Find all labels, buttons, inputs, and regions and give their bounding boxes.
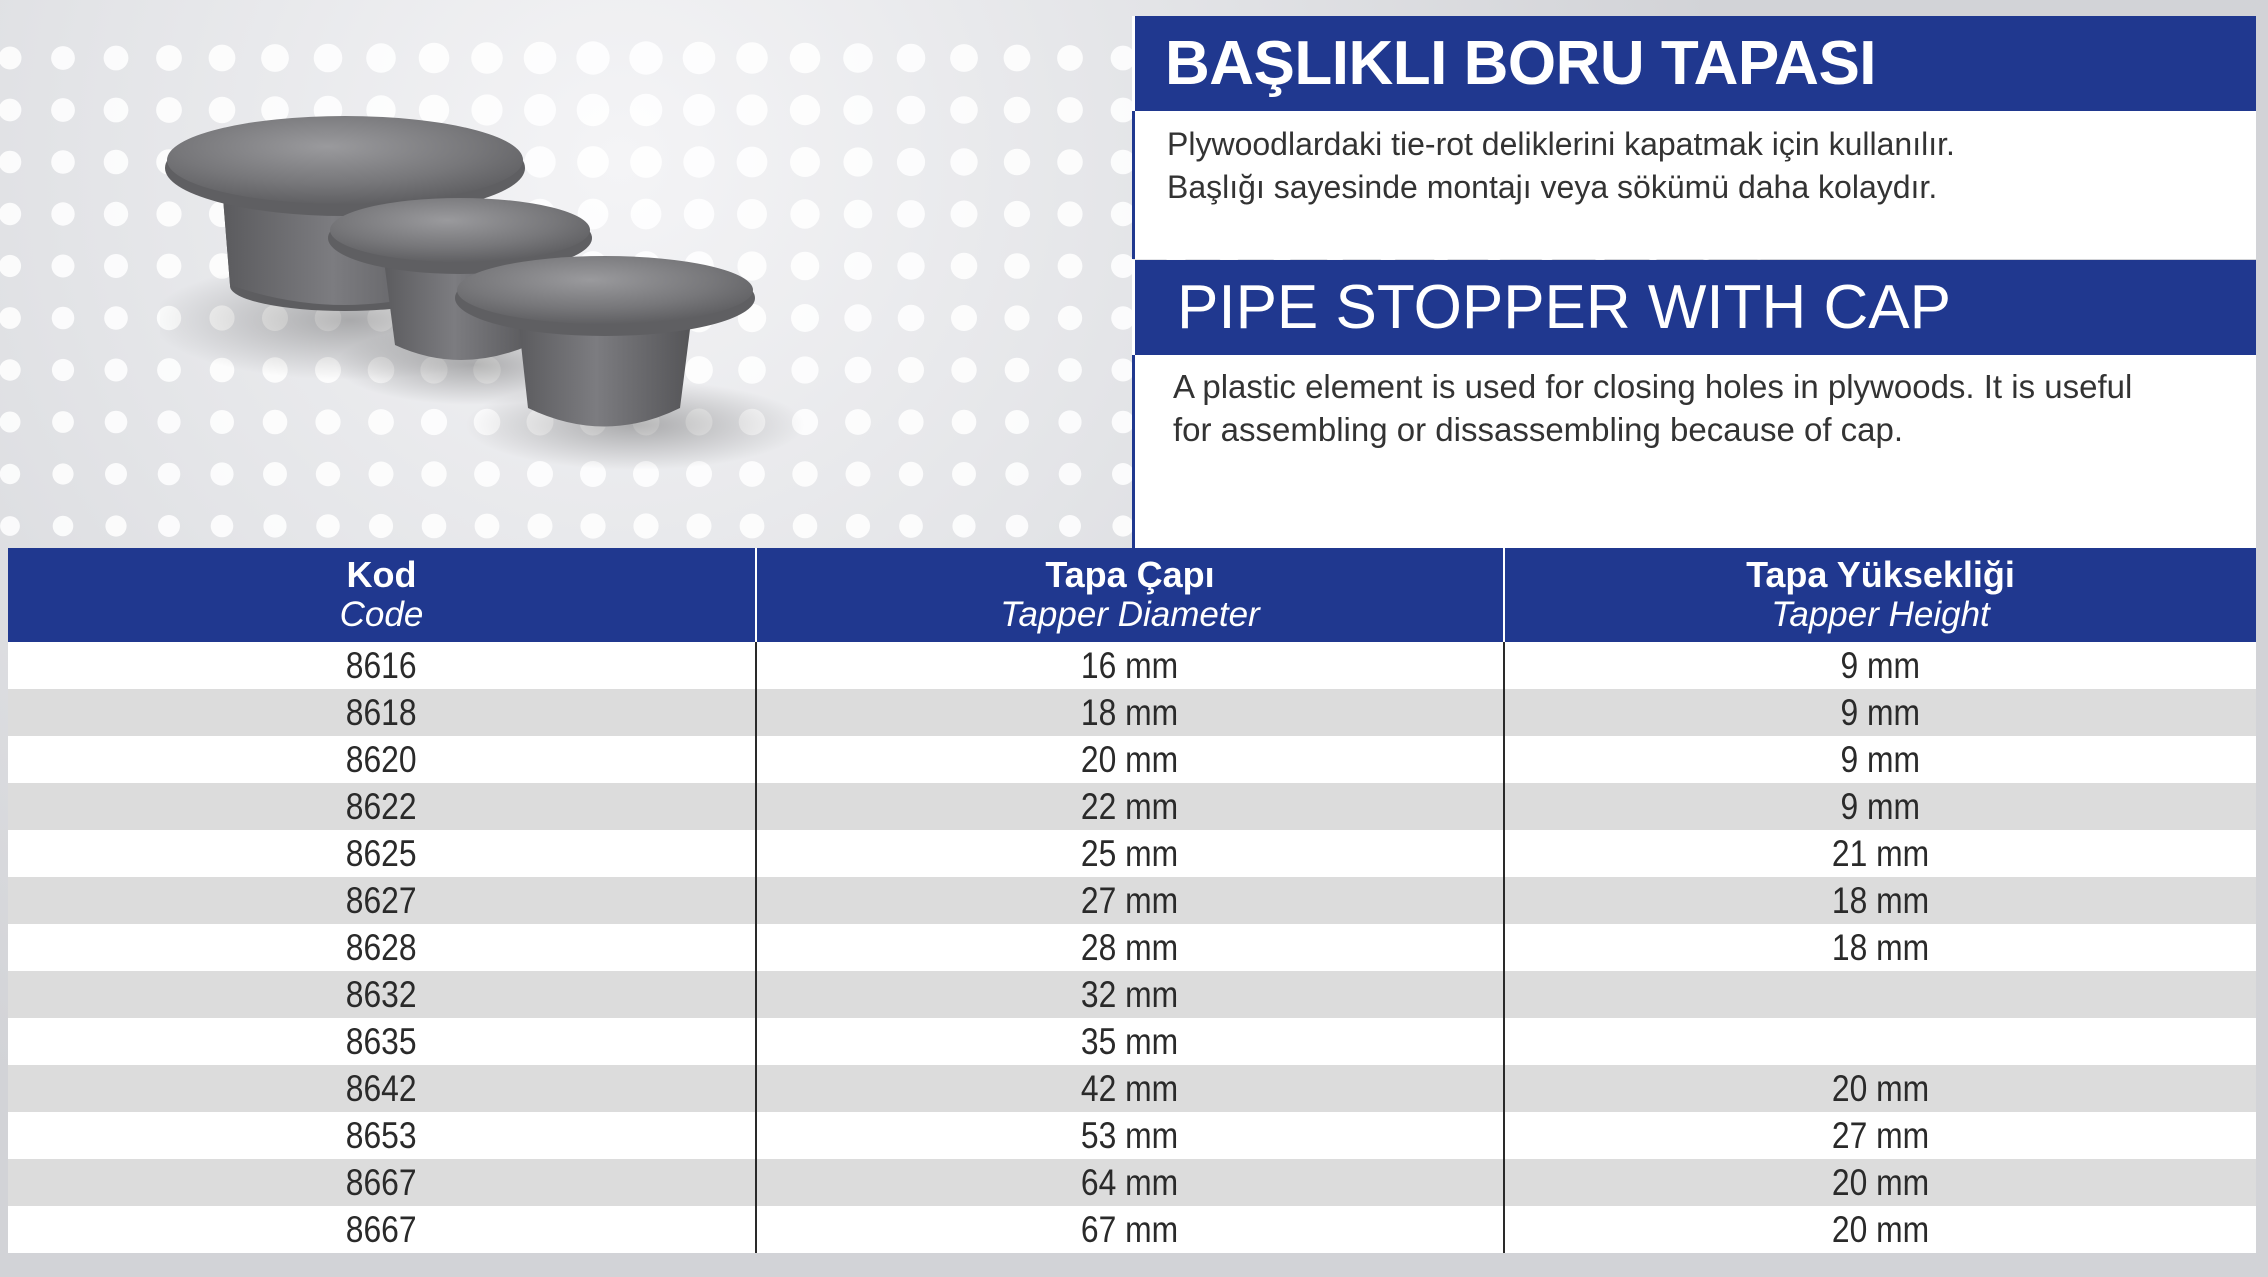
decorative-dot [104,98,129,123]
header-diameter-en: Tapper Diameter [1000,595,1260,634]
cell-diameter-text: 20 mm [1081,738,1179,780]
cell-code [8,1065,756,1112]
table-row [8,971,2256,1018]
table-row [8,1206,2256,1253]
decorative-dot [1058,410,1081,433]
decorative-dot [104,254,128,278]
decorative-dot [1112,411,1135,434]
decorative-dot [0,203,21,225]
cell-height [1504,736,2256,783]
table-body [8,642,2256,1253]
decorative-dot [790,43,821,74]
cell-diameter-text: 64 mm [1081,1161,1179,1203]
cell-code-text: 8642 [346,1067,417,1109]
cell-diameter [756,830,1504,877]
decorative-dot [899,514,923,538]
cell-height-text: 27 mm [1831,1114,1930,1156]
decorative-dot [104,150,129,175]
decorative-dot [209,45,236,72]
table-row [8,783,2256,830]
decorative-dot [51,150,75,174]
decorative-dot [1059,463,1082,486]
table-row [8,642,2256,689]
decorative-dot [1004,149,1030,175]
header-height-tr: Tapa Yüksekliği [1746,554,2015,595]
cell-diameter-text: 67 mm [1081,1208,1179,1250]
table-row [8,1065,2256,1112]
cell-diameter-text: 18 mm [1081,691,1179,733]
english-description-line: for assembling or dissassembling because of cap. [1173,411,1904,448]
decorative-dot [897,44,926,73]
cell-height-text: 21 mm [1831,832,1930,874]
decorative-dot [158,515,180,537]
cell-code-text: 8622 [346,785,417,827]
pipe-stopper-product-image [160,90,990,510]
cell-diameter-text: 42 mm [1081,1067,1179,1109]
cell-code-text: 8625 [346,832,417,874]
cell-code [8,924,756,971]
turkish-description-line: Başlığı sayesinde montajı veya sökümü daha kolaydır. [1167,169,1938,205]
decorative-dot [843,43,873,73]
cell-diameter [756,971,1504,1018]
cell-code-text: 8616 [346,644,417,686]
decorative-dot [0,255,21,277]
decorative-dot [263,514,286,537]
header-height [1504,548,2256,642]
decorative-dot [105,515,126,536]
decorative-dot [576,41,609,74]
table-row [8,924,2256,971]
cell-diameter [756,877,1504,924]
cell-diameter [756,924,1504,971]
decorative-dot [0,151,21,174]
decorative-dot [1059,515,1081,537]
decorative-dot [261,44,289,72]
header-diameter [756,548,1504,642]
cell-diameter [756,689,1504,736]
decorative-dot [793,514,818,539]
cell-code [8,1018,756,1065]
decorative-dot [950,44,978,72]
table-row [8,1112,2256,1159]
decorative-dot [475,514,500,539]
decorative-dot [53,516,74,537]
cell-diameter-text: 32 mm [1081,973,1179,1015]
cell-code-text: 8667 [346,1161,417,1203]
decorative-dot [1057,149,1083,175]
cell-height [1504,971,2256,1018]
cell-code [8,1112,756,1159]
cell-height [1504,1206,2256,1253]
turkish-title: BAŞLIKLI BORU TAPASI [1132,16,2256,111]
decorative-dot [51,202,74,225]
decorative-dot [1005,358,1030,383]
cell-code-text: 8620 [346,738,417,780]
table-row [8,1159,2256,1206]
cell-height [1504,877,2256,924]
english-description-line: A plastic element is used for closing holes in plywoods. It is useful [1173,368,2133,405]
decorative-dot [1004,305,1029,330]
cell-height-text: 20 mm [1831,1208,1930,1250]
turkish-description-line: Plywoodlardaki tie-rot deliklerini kapatmak için kullanılır. [1167,126,1955,162]
cell-diameter-text: 53 mm [1081,1114,1179,1156]
decorative-dot [524,42,557,75]
decorative-dot [740,514,765,539]
decorative-dot [51,98,75,122]
decorative-dot [1004,97,1031,124]
decorative-dot [1058,254,1083,279]
cell-diameter-text: 27 mm [1081,879,1179,921]
cell-height [1504,689,2256,736]
decorative-dot [52,359,74,381]
decorative-dot [104,306,128,330]
cell-code [8,689,756,736]
cell-diameter [756,1018,1504,1065]
decorative-dot [629,41,662,74]
cell-code [8,736,756,783]
decorative-dot [1057,45,1083,71]
decorative-dot [0,47,22,70]
header-height-en: Tapper Height [1771,595,1990,634]
decorative-dot [736,42,768,74]
decorative-dot [952,514,975,537]
decorative-dot [0,464,20,484]
cell-code [8,642,756,689]
decorative-dot [1058,358,1082,382]
table-header-row [8,548,2256,642]
table-row [8,1018,2256,1065]
decorative-dot [156,45,182,71]
cell-height-text: 18 mm [1831,879,1930,921]
decorative-dot [1057,97,1083,123]
cell-code-text: 8627 [346,879,417,921]
cell-height [1504,1112,2256,1159]
decorative-dot [52,307,75,330]
cell-height [1504,1018,2256,1065]
cell-code-text: 8635 [346,1020,417,1062]
cell-height-text: 9 mm [1840,738,1921,780]
decorative-dot [1112,515,1133,536]
decorative-dot [1004,253,1030,279]
cell-height [1504,642,2256,689]
cell-height-text: 20 mm [1831,1161,1930,1203]
turkish-description-panel [1132,16,2256,259]
decorative-dot [105,359,128,382]
cell-diameter-text: 25 mm [1081,832,1179,874]
decorative-dot [0,307,21,329]
decorative-dot [683,42,716,75]
header-diameter-tr: Tapa Çapı [1045,554,1215,595]
cell-height [1504,924,2256,971]
cell-code [8,783,756,830]
cell-height [1504,830,2256,877]
decorative-dot [105,463,127,485]
decorative-dot [0,412,21,433]
cell-code [8,877,756,924]
cell-code-text: 8628 [346,926,417,968]
decorative-dot [419,43,450,74]
decorative-dot [0,516,20,536]
decorative-dot [369,514,393,538]
header-code-tr: Kod [346,554,417,595]
cell-code-text: 8667 [346,1208,417,1250]
decorative-dot [104,46,129,71]
cell-diameter [756,642,1504,689]
cell-height [1504,783,2256,830]
decorative-dot [580,513,605,538]
cell-code [8,1159,756,1206]
decorative-dot [0,99,21,122]
cell-code-text: 8632 [346,973,417,1015]
cell-height [1504,1065,2256,1112]
cell-code-text: 8653 [346,1114,417,1156]
decorative-dot [0,359,21,380]
decorative-dot [687,514,712,539]
decorative-dot [528,514,553,539]
decorative-dot [1006,515,1029,538]
cell-code [8,971,756,1018]
table-row [8,689,2256,736]
cell-code [8,830,756,877]
cell-height-text: 9 mm [1840,691,1921,733]
table-row [8,830,2256,877]
decorative-dot [366,43,396,73]
decorative-dot [211,515,234,538]
decorative-dot [1004,45,1031,72]
decorative-dot [846,514,870,538]
header-code [8,548,756,642]
english-title: PIPE STOPPER WITH CAP [1132,260,2256,355]
decorative-dot [51,46,75,70]
cell-diameter [756,736,1504,783]
decorative-dot [422,514,447,539]
cell-diameter-text: 16 mm [1081,644,1179,686]
specification-table [8,548,2256,1253]
decorative-dot [1057,201,1082,226]
decorative-dot [633,513,658,538]
decorative-dot [316,514,340,538]
cell-diameter-text: 28 mm [1081,926,1179,968]
cell-diameter [756,783,1504,830]
cell-diameter [756,1065,1504,1112]
decorative-dot [1005,462,1028,485]
turkish-description [1132,111,2256,259]
table-row [8,877,2256,924]
decorative-dot [471,42,503,74]
decorative-dot [1112,463,1134,485]
decorative-dot [104,202,128,226]
decorative-dot [52,255,75,278]
cell-code [8,1206,756,1253]
decorative-dot [52,411,74,433]
header-code-en: Code [339,595,424,634]
table-row [8,736,2256,783]
cell-height [1504,1159,2256,1206]
cell-height-text: 20 mm [1831,1067,1930,1109]
decorative-dot [1058,306,1082,330]
cell-height-text: 9 mm [1840,785,1921,827]
cell-height-text: 9 mm [1840,644,1921,686]
decorative-dot [1004,201,1030,227]
cell-diameter [756,1112,1504,1159]
cell-height-text: 18 mm [1831,926,1930,968]
cell-diameter [756,1159,1504,1206]
decorative-dot [105,411,128,434]
decorative-dot [52,463,73,484]
cell-diameter-text: 35 mm [1081,1020,1179,1062]
decorative-dot [1005,410,1029,434]
cell-diameter-text: 22 mm [1081,785,1179,827]
cell-code-text: 8618 [346,691,417,733]
cell-diameter [756,1206,1504,1253]
decorative-dot [314,44,343,73]
